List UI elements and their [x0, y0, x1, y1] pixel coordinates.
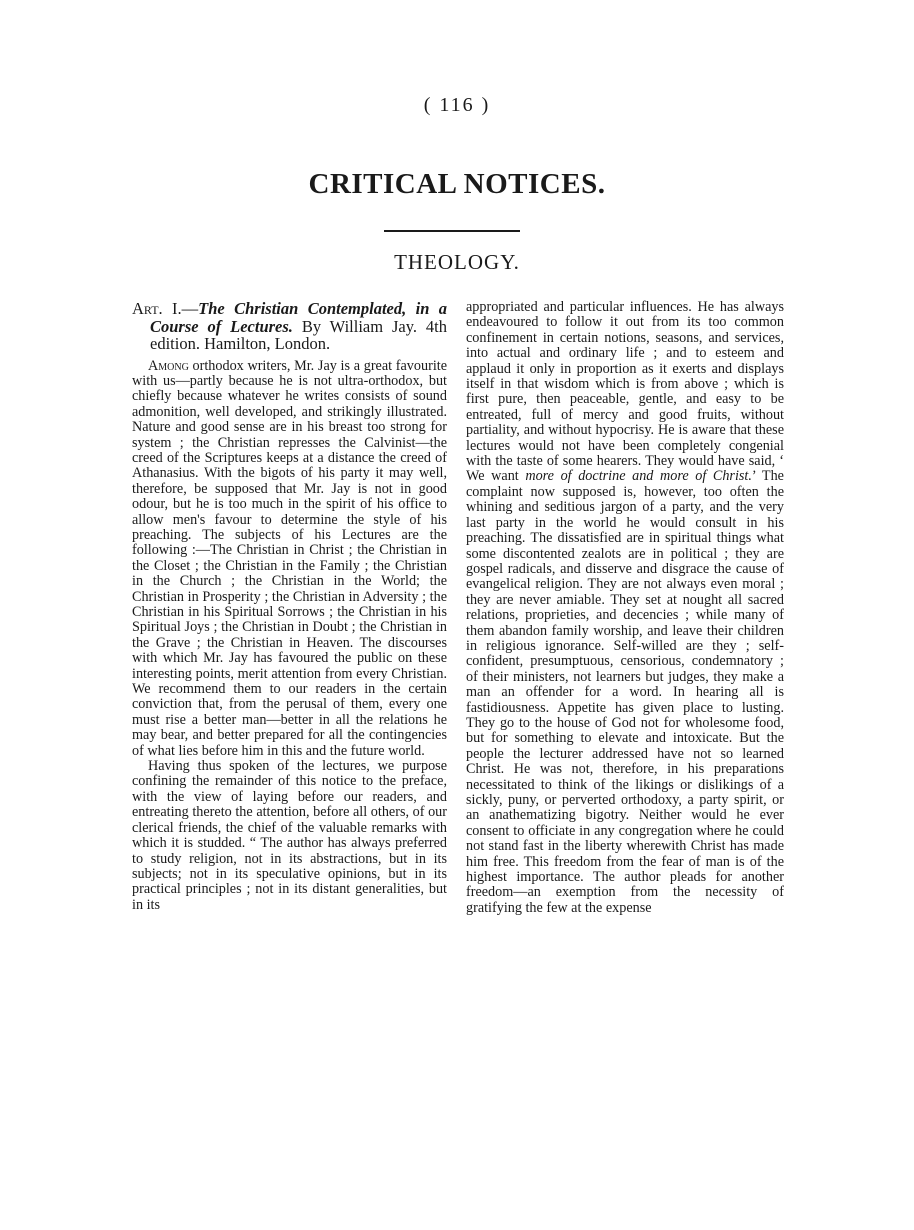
paragraph-2-continued-text-b: ’ The complaint now supposed is, however, too often the whining and seditious jargon of a party, and the very last party in the world he would consult in his preaching. The dissatisfied are in spiritual things what some discontented zealots are in political ; they are gospel radicals, and disserve and disgrace the cause of evangelical religion. They are not always even moral ; they are never amiable. They set at nought all sacred relations, proprieties, and decencies ; while many of them abandon family worship, and leave their children in religious ignorance. Self-willed are they ; self-confident, presumptuous, censorious, condemnatory ; of their ministers, not learners but judges, they make a man an offender for a word. In hearing all is fastidiousness. Appetite has given place to lusting. They go to the house of God not for wholesome food, but for something to elevate and intoxicate. But the people the lecturer addressed have not so learned Christ. He was not, therefore, in his preparations necessitated to think of the likings or dislikings of a sickly, puny, or perverted orthodoxy, a party spirit, or an anathematizing bigotry. Neither would he ever consent to officiate in any congregation where he could not stand fast in the liberty wherewith Christ has made him free. This freedom from the fear of man is of the highest importance. The author pleads for another freedom—an exemption from the necessity of gratifying the few at the expense: [466, 468, 784, 916]
paragraph-2-continued: [466, 300, 784, 916]
section-title: CRITICAL NOTICES.: [308, 168, 606, 200]
subsection-title: THEOLOGY.: [394, 250, 520, 274]
paragraph-1-text: orthodox writers, Mr. Jay is a great favourite with us—partly because he is not ultra-orthodox, but chiefly because whatever he writes consists of sound admonition, well developed, and strikingly illustrated. Nature and good sense are in his breast too strong for system ; the Christian represses the Calvinist—the creed of the Scriptures keeps at a distance the creed of Athanasius. With the bigots of his party it may well, therefore, be supposed that Mr. Jay is not in good odour, but he is too much in the spirit of his office to allow men's favour to determine the style of his preaching. The subjects of his Lectures are the following :—The Christian in Christ ; the Christian in the Closet ; the Christian in the Family ; the Christian in the Church ; the Christian in the World; the Christian in Prosperity ; the Christian in Adversity ; the Christian in his Spiritual Sorrows ; the Christian in his Spiritual Joys ; the Christian in Doubt ; the Christian in the Grave ; the Christian in Heaven. The discourses with which Mr. Jay has favoured the public on these interesting points, merit attention from every Christian. We recommend them to our readers in the certain conviction that, from the perusal of them, every one must rise a better man—better in all the relations he may bear, and better prepared for all the contingencies of what lies before him in this and the future world.: [132, 357, 447, 759]
quoted-complaint: more of doctrine and more of Christ.: [525, 468, 752, 485]
page-number: ( 116 ): [423, 94, 491, 116]
paragraph-1-first-word: Among: [148, 357, 189, 374]
paragraph-1: [132, 359, 447, 760]
article-details: By William Jay. 4th edition. Hamilton, London.: [150, 316, 448, 353]
paragraph-2: Having thus spoken of the lectures, we purpose confining the remainder of this notice to the preface, with the view of laying before our readers, and entreating thereto the attention, before all others, of our clerical friends, the chief of the valuable remarks with which it is studded. “ The author has always preferred to study religion, not in its abstractions, but in its subjects; not in its speculative opinions, but in its practical principles ; not in its distant generalities, but in its: [132, 758, 447, 913]
article-book-title: The Christian Contemplated, in a Course of Lectures.: [150, 299, 447, 336]
paragraph-2-continued-text-a: appropriated and particular influences. He has always endeavoured to follow it out from its too common confinement in certain notions, seasons, and services, into actual and ordinary life ; and to esteem and applaud it only in proportion as it exerts and displays itself in that wisdom which is from above ; which is first pure, then peaceable, gentle, and easy to be entreated, full of mercy and good fruits, without partiality, and without hypocrisy. He is aware that these lectures would not have been completely congenial with the taste of some hearers. They would have said, ‘ We want: [466, 299, 784, 485]
article-label: Art. I.—: [132, 299, 199, 318]
right-column: [466, 300, 784, 916]
article-heading: [132, 300, 447, 353]
left-column: [132, 300, 447, 913]
title-divider: [384, 230, 520, 232]
